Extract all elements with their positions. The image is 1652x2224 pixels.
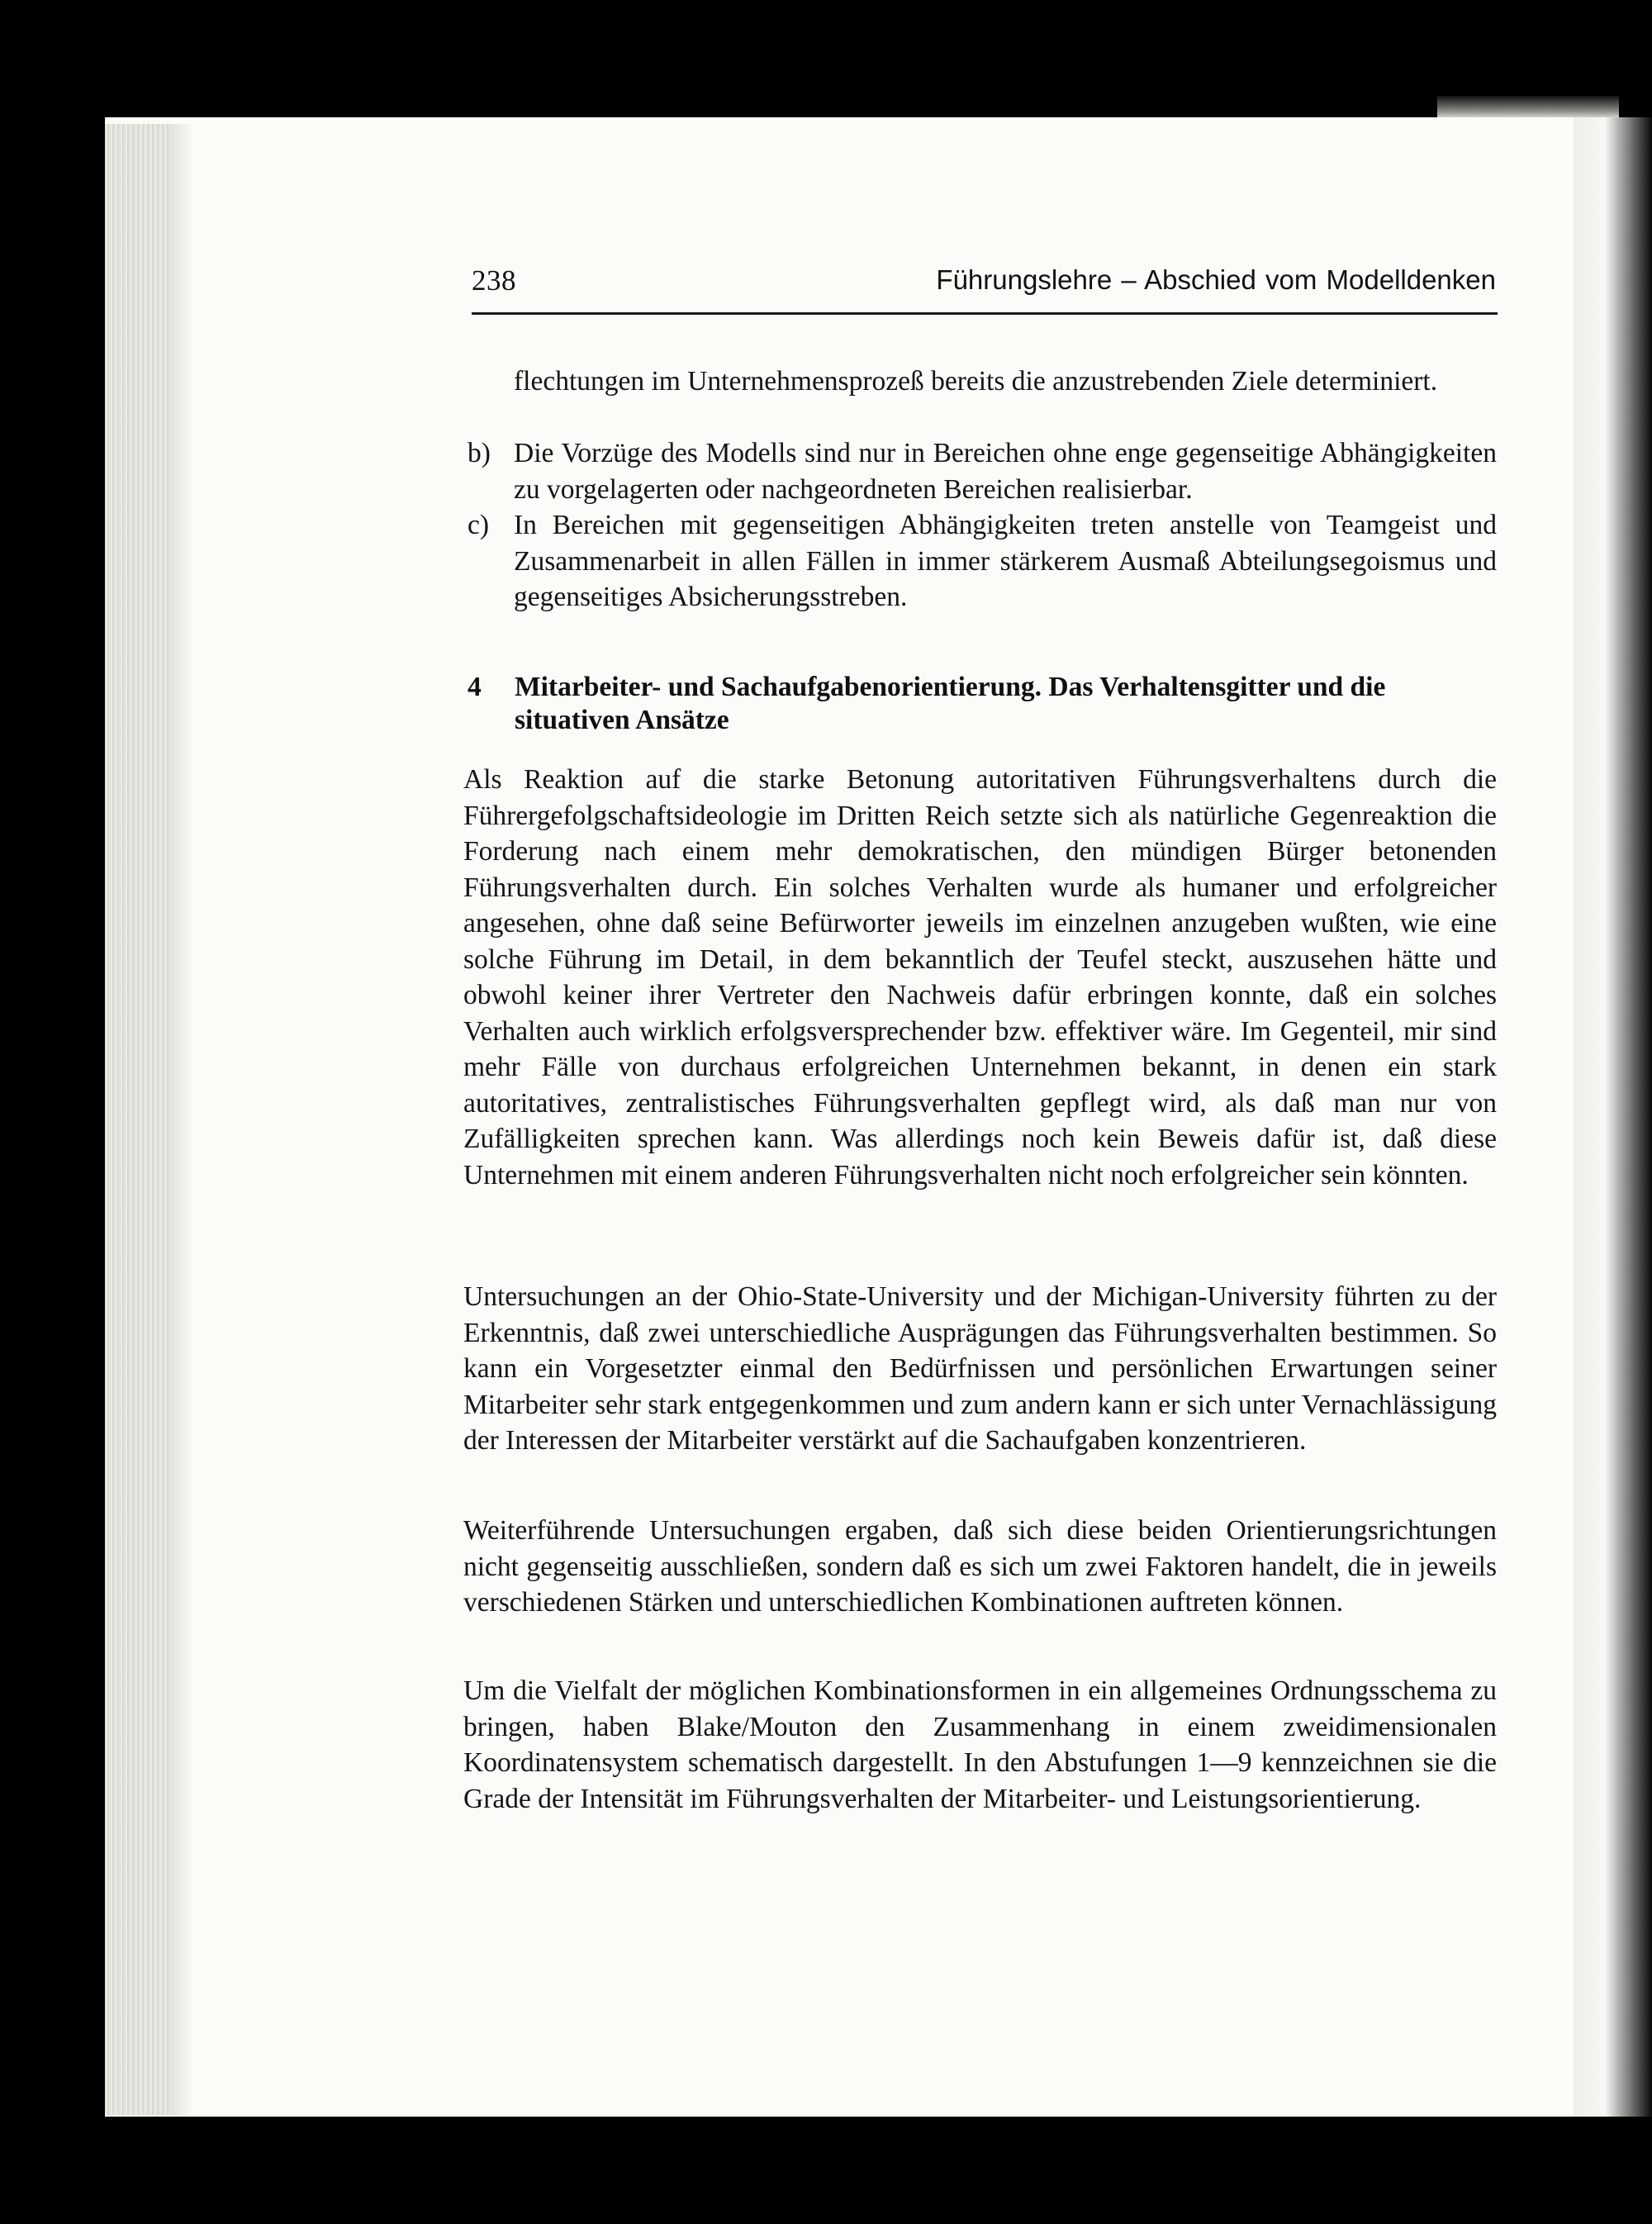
list-item [468, 507, 1497, 615]
paragraph: Um die Vielfalt der möglichen Kombinationsformen in ein allgemeines Ordnungsschema zu bringen, haben Blake/Mouton den Zusammenhang in einem zweidimensionalen Koordinatensystem schematisch dargestellt. In den Abstufungen 1—9 kennzeichnen sie die Grade der Intensität im Führungsverhalten der Mitarbeiter- und Leistungsorientierung. [463, 1675, 1497, 1814]
section-title: Mitarbeiter- und Sachaufgabenorientierung. Das Verhaltensgitter und die situativen Ansätze [515, 672, 1386, 735]
header-rule [472, 312, 1498, 315]
paragraph: Weiterführende Untersuchungen ergaben, daß sich diese beiden Orientierungsrichtungen nicht gegenseitig ausschließen, sondern daß es sich um zwei Faktoren handelt, die in jeweils verschiedenen Stärken und unterschiedlichen Kombinationen auftreten können. [463, 1515, 1497, 1618]
running-head [472, 258, 1496, 309]
list-marker: c) [468, 510, 490, 540]
list-item [468, 435, 1497, 507]
adjacent-page-edge [1437, 96, 1619, 117]
book-gutter [1574, 117, 1652, 2117]
section-heading [468, 671, 1459, 737]
page-number: 238 [472, 264, 516, 297]
paragraph: Untersuchungen an der Ohio-State-University und der Michigan-University führten zu der Erkenntnis, daß zwei unterschiedliche Ausprägungen das Führungsverhalten bestimmen. So kann ein Vorgesetzter einmal den Bedürfnissen und persönlichen Erwartungen seiner Mitarbeiter sehr stark entgegenkommen und zum andern kann er sich unter Vernachlässigung der Interessen der Mitarbeiter verstärkt auf die Sachaufgaben konzentrieren. [463, 1281, 1497, 1456]
list-item-text: In Bereichen mit gegenseitigen Abhängigkeiten treten anstelle von Teamgeist und Zusammenarbeit in allen Fällen in immer stärkerem Ausmaß Abteilungsegoismus und gegenseitiges Absicherungsstreben. [514, 510, 1497, 612]
list-item-text: Die Vorzüge des Modells sind nur in Bereichen ohne enge gegenseitige Abhängigkeiten zu vorgelagerten oder nachgeordneten Bereichen realisierbar. [514, 438, 1497, 505]
list-item-continuation: flechtungen im Unternehmensprozeß bereits die anzustrebenden Ziele determiniert. [514, 366, 1438, 397]
paragraph: Als Reaktion auf die starke Betonung autoritativen Führungsverhaltens durch die Führergefolgschaftsideologie im Dritten Reich setzte sich als natürliche Gegenreaktion die Forderung nach einem mehr demokratischen, den mündigen Bürger betonenden Führungsverhalten durch. Ein solches Verhalten wurde als humaner und erfolgreicher angesehen, ohne daß seine Befürworter jeweils im einzelnen anzugeben wußten, wie eine solche Führung im Detail, in dem bekanntlich der Teufel steckt, auszusehen hätte und obwohl keiner ihrer Vertreter den Nachweis dafür erbringen konnte, daß ein solches Verhalten auch wirklich erfolgsversprechender bzw. effektiver wäre. Im Gegenteil, mir sind mehr Fälle von durchaus erfolgreichen Unternehmen bekannt, in denen ein stark autoritatives, zentralistisches Führungsverhalten gepflegt wird, als daß man nur von Zufälligkeiten sprechen kann. Was allerdings noch kein Beweis dafür ist, daß diese Unternehmen mit einem anderen Führungsverhalten nicht noch erfolgreicher sein könnten. [463, 764, 1497, 1190]
page-edge-shadow [171, 124, 194, 2115]
running-title: Führungslehre – Abschied vom Modelldenken [936, 264, 1496, 295]
section-number: 4 [468, 672, 482, 702]
page-edges [105, 124, 171, 2115]
list-marker: b) [468, 438, 491, 468]
